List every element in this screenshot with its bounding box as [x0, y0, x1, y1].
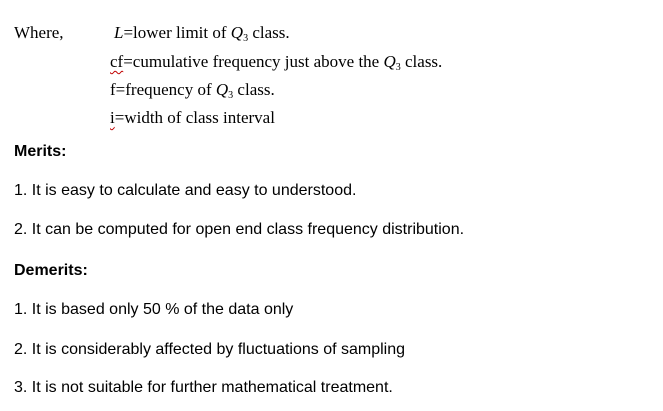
q-symbol: Q — [383, 52, 396, 71]
merit-item: 2. It can be computed for open end class frequency distribution. — [14, 221, 465, 238]
demerit-item: 2. It is considerably affected by fluctuations of sampling — [14, 341, 406, 358]
definition-lower-limit — [114, 23, 290, 44]
definition-symbol: cf — [110, 52, 124, 71]
q-symbol: Q — [230, 23, 244, 42]
definition-cumulative-frequency — [110, 52, 442, 73]
q-subscript: 3 — [228, 90, 234, 101]
definition-tail: class. — [233, 80, 275, 99]
definition-text: =cumulative frequency just above the — [123, 52, 384, 71]
definition-text: =lower limit of — [123, 23, 231, 42]
demerits-heading: Demerits: — [14, 262, 88, 279]
q-symbol: Q — [215, 80, 229, 99]
definition-text: =width of class interval — [114, 108, 275, 127]
definition-text: =frequency of — [115, 80, 216, 99]
definition-class-width — [110, 108, 275, 128]
q-subscript: 3 — [395, 62, 401, 73]
demerit-item: 3. It is not suitable for further mathematical treatment. — [14, 379, 393, 396]
demerit-item: 1. It is based only 50 % of the data only — [14, 301, 294, 318]
where-label: Where, — [14, 23, 64, 42]
definition-symbol: L — [114, 23, 124, 42]
definition-frequency — [110, 80, 275, 101]
merits-heading: Merits: — [14, 143, 67, 160]
definition-symbol: i — [110, 108, 115, 127]
definition-tail: class. — [400, 52, 443, 71]
q-subscript: 3 — [243, 33, 249, 44]
merit-item: 1. It is easy to calculate and easy to understood. — [14, 182, 357, 199]
definition-tail: class. — [248, 23, 290, 42]
definition-symbol: f — [110, 80, 116, 99]
